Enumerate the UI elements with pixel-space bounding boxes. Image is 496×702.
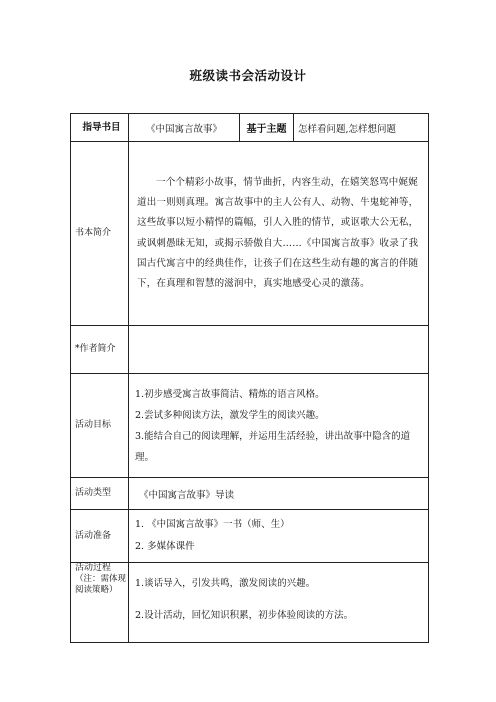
process-label: 活动过程 bbox=[75, 563, 112, 573]
activity-design-table bbox=[70, 113, 429, 643]
theme-label: 基于主题 bbox=[240, 114, 294, 142]
process-content bbox=[129, 563, 429, 643]
preparation-item: 1. 《中国寓言故事》一书（师、生） bbox=[135, 519, 290, 530]
process-note: （注：需体现阅读策略） bbox=[75, 574, 127, 595]
goal-item: 3.能结合自己的阅读理解，并运用生活经验，讲出故事中隐含的道理。 bbox=[135, 430, 411, 463]
goals-row bbox=[71, 374, 429, 478]
header-row bbox=[71, 114, 429, 142]
activity-type-row bbox=[71, 478, 429, 510]
preparation-content bbox=[129, 510, 429, 563]
preparation-item: 2. 多媒体课件 bbox=[135, 541, 195, 552]
activity-type-label: 活动类型 bbox=[71, 478, 129, 510]
book-intro-row bbox=[71, 142, 429, 326]
activity-type-value: 《中国寓言故事》导读 bbox=[129, 478, 429, 510]
process-item: 2.设计活动，回忆知识积累，初步体验阅读的方法。 bbox=[135, 610, 354, 621]
goal-item: 2.尝试多种阅读方法，激发学生的阅读兴趣。 bbox=[135, 409, 325, 421]
process-item: 1.谈话导入，引发共鸣，激发阅读的兴趣。 bbox=[135, 578, 316, 589]
author-intro-row bbox=[71, 326, 429, 374]
goal-item: 1.初步感受寓言故事简洁、精炼的语言风格。 bbox=[135, 388, 325, 400]
book-intro-label: 书本简介 bbox=[71, 142, 129, 326]
preparation-row bbox=[71, 510, 429, 563]
book-intro-text: 一个个精彩小故事，情节曲折，内容生动，在嬉笑怒骂中娓娓道出一则则真理。寓言故事中的主人公有人、动物、牛鬼蛇神等，这些故事以短小精悍的篇幅，引人入胜的情节，或讴歌大公无私，或讽刺愚昧无知，或揭示骄傲自大……《中国寓言故事》收录了我国古代寓言中的经典佳作，让孩子们在这些生动有趣的寓言的伴随下，在真理和智慧的滋润中，真实地感受心灵的激荡。 bbox=[129, 142, 429, 326]
preparation-label: 活动准备 bbox=[71, 510, 129, 563]
goals-label: 活动目标 bbox=[71, 374, 129, 478]
process-label-cell bbox=[71, 563, 129, 643]
page-title: 班级读书会活动设计 bbox=[189, 68, 307, 83]
goals-content bbox=[129, 374, 429, 478]
guide-book-label: 指导书目 bbox=[71, 114, 129, 142]
author-intro-label: *作者简介 bbox=[71, 326, 129, 374]
theme-value: 怎样看问题,怎样想问题 bbox=[294, 114, 429, 142]
author-intro-text bbox=[129, 326, 429, 374]
guide-book-value: 《中国寓言故事》 bbox=[129, 114, 240, 142]
process-row bbox=[71, 563, 429, 643]
